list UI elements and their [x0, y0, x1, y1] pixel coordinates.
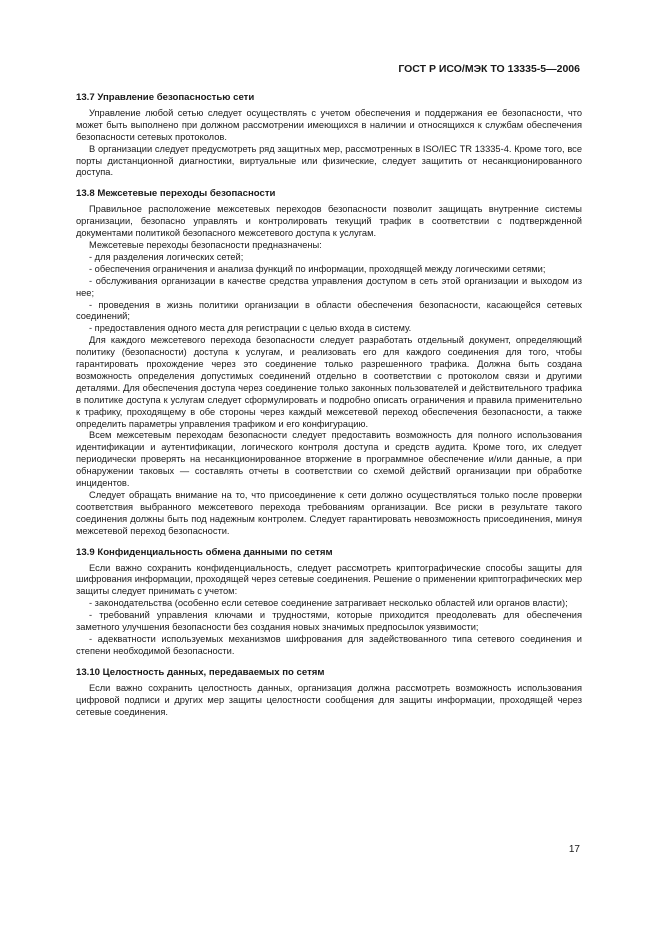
- list-item: - законодательства (особенно если сетевое соединение затрагивает несколько областей или органов власти);: [89, 598, 568, 609]
- paragraph: Для каждого межсетевого перехода безопасности следует разработать отдельный документ, определяющий политику (безопасности) доступа к услугам, и реализовать его для каждого соединения для того, чтобы гарантировать прохождение через это соединение только разрешенного трафика. Должна быть создана возможность определения допустимых соединений отдельно в соответствии с протоколом связи и другими деталями. Для обеспечения доступа через соединение только законных пользователей и действительного трафика в политике доступа к услугам следует сформулировать и подробно описать ограничения и правила применительно к трафику, проходящему в обе стороны через каждый межсетевой переход обеспечения безопасности, а также определить параметры управления трафиком и его конфигурацию.: [76, 335, 582, 429]
- paragraph: Межсетевые переходы безопасности предназначены:: [89, 239, 322, 250]
- paragraph: Управление любой сетью следует осуществлять с учетом обеспечения и поддержания ее безопасности, что может быть выполнено при должном рассмотрении имеющихся в наличии и относящихся к службам обеспечения безопасности сетевых протоколов.: [76, 107, 582, 142]
- list-item: - требований управления ключами и трудностями, которые приходится преодолевать для обеспечения заметного улучшения безопасности без создания новых значимых предпосылок уязвимости;: [76, 610, 582, 633]
- page-number: 17: [568, 844, 580, 855]
- list-item: - обслуживания организации в качестве средства управления доступом в сеть этой организации и выходом из нее;: [76, 275, 582, 298]
- section-title: 13.7 Управление безопасностью сети: [76, 92, 255, 103]
- list-item: - предоставления одного места для регистрации с целью входа в систему.: [89, 323, 412, 334]
- paragraph: Если важно сохранить целостность данных, организация должна рассмотреть возможность использования цифровой подписи и других мер защиты целостности сообщения для защиты информации, проходящей через сетевые соединения.: [76, 682, 582, 717]
- section-13-8: [76, 188, 582, 537]
- paragraph: Всем межсетевым переходам безопасности следует предоставить возможность для полного использования идентификации и аутентификации, логического контроля доступа и средств аудита. Кроме того, их следует периодически проверять на несанкционированное вторжение в программное обеспечение и/или данные, а при обнаружении таковых — составлять отчеты в соответствии со схемой действий организации при обработке инцидентов.: [76, 430, 582, 489]
- paragraph: Следует обращать внимание на то, что присоединение к сети должно осуществляться только после проверки соответствия выбранного межсетевого перехода требованиям организации. Все риски в результате такого соединения должны быть под надежным контролем. Следует гарантировать невозможность присоединения, минуя межсетевой переход безопасности.: [76, 490, 582, 536]
- list-item: - проведения в жизнь политики организации в области обеспечения безопасности, касающейся сетевых соединений;: [76, 299, 582, 322]
- list-item: - обеспечения ограничения и анализа функций по информации, проходящей между логическими сетями;: [89, 263, 546, 274]
- list-item: - адекватности используемых механизмов шифрования для задействованного типа сетевого соединения и степени необходимой безопасности.: [76, 633, 582, 656]
- paragraph: Правильное расположение межсетевых переходов безопасности позволит защищать внутренние системы организации, безопасно управлять и контролировать текущий трафик в соответствии с подтвержденной документами политикой безопасного межсетевого доступа к услугам.: [76, 204, 582, 239]
- paragraph: В организации следует предусмотреть ряд защитных мер, рассмотренных в ISO/IEC TR 13335-4. Кроме того, все порты дистанционной диагностики, виртуальные или физические, следует защитить от несанкционированного доступа.: [76, 143, 582, 178]
- section-title: 13.10 Целостность данных, передаваемых по сетям: [76, 666, 325, 678]
- document-body: [76, 92, 582, 718]
- document-header: ГОСТ Р ИСО/МЭК ТО 13335-5—2006: [398, 63, 580, 75]
- list-item: - для разделения логических сетей;: [89, 251, 244, 262]
- section-13-7: [76, 92, 582, 179]
- paragraph: Если важно сохранить конфиденциальность, следует рассмотреть криптографические способы защиты для шифрования информации, проходящей через сетевые соединения. Решение о применении криптографических мер защиты следует принимать с учетом:: [76, 562, 582, 597]
- section-title: 13.8 Межсетевые переходы безопасности: [76, 188, 276, 200]
- section-13-9: [76, 547, 582, 658]
- section-13-10: [76, 667, 582, 719]
- section-title: 13.9 Конфиденциальность обмена данными по сетям: [76, 546, 333, 558]
